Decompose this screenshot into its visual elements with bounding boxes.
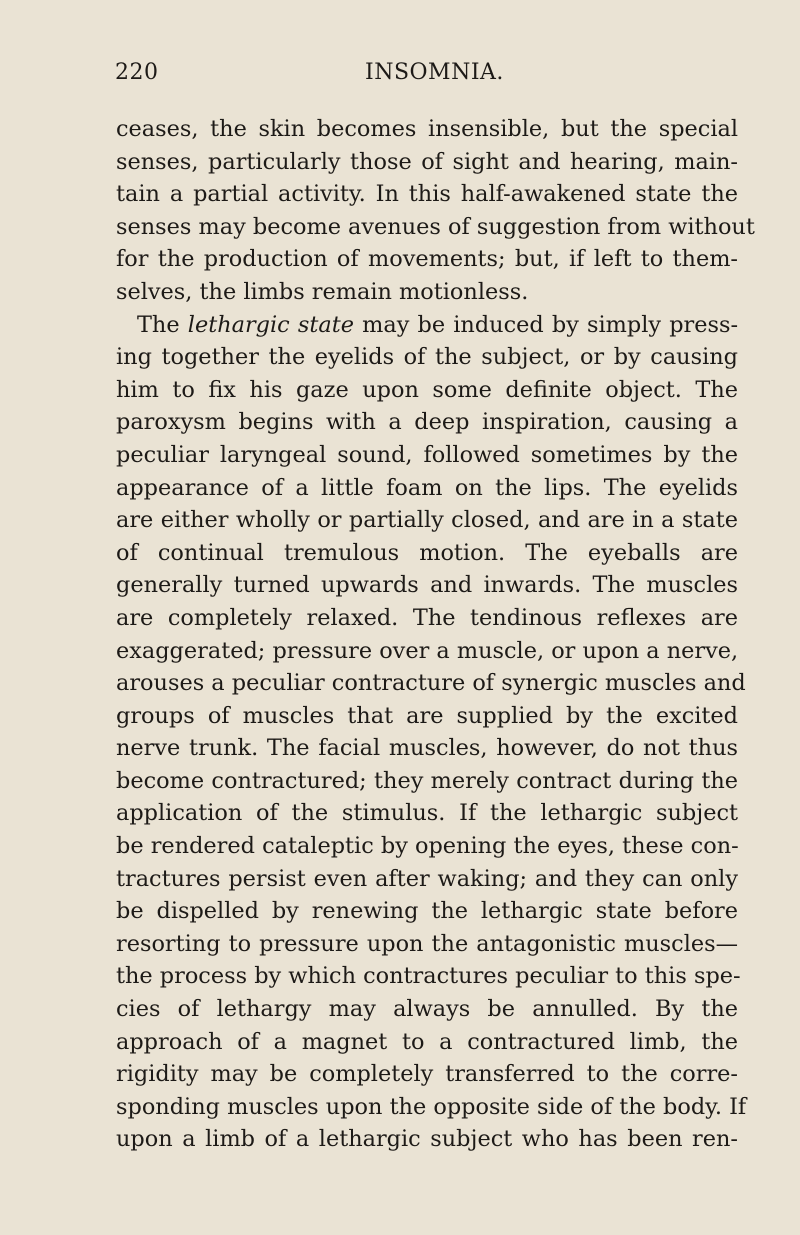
page-number: 220: [115, 60, 159, 85]
text-line: nerve trunk. The facial muscles, however, do not thus: [116, 735, 738, 762]
text-fragment: may be induced by simply press-: [362, 311, 739, 338]
text-line: resorting to pressure upon the antagonistic muscles—: [116, 930, 738, 957]
text-line: appearance of a little foam on the lips. The eyelids: [116, 474, 738, 501]
text-line: peculiar laryngeal sound, followed sometimes by the: [116, 441, 738, 468]
text-line: for the production of movements; but, if left to them-: [116, 246, 738, 273]
text-line: paroxysm begins with a deep inspiration, causing a: [116, 409, 738, 436]
text-line: upon a limb of a lethargic subject who has been ren-: [116, 1126, 738, 1153]
text-line: be dispelled by renewing the lethargic state before: [116, 898, 738, 925]
running-head: [115, 60, 695, 92]
text-fragment: The: [137, 311, 180, 338]
text-line: become contractured; they merely contract during the: [116, 767, 738, 794]
text-line: groups of muscles that are supplied by the excited: [116, 702, 738, 729]
emphasized-term: lethargic state: [187, 311, 354, 338]
text-line: senses may become avenues of suggestion from without: [116, 213, 755, 240]
text-line: rigidity may be completely transferred to the corre-: [116, 1061, 738, 1088]
text-line: ing together the eyelids of the subject, or by causing: [116, 344, 738, 371]
text-line: are completely relaxed. The tendinous reflexes are: [116, 604, 738, 631]
text-line: tractures persist even after waking; and they can only: [116, 865, 738, 892]
running-title: INSOMNIA.: [365, 60, 504, 85]
paragraph-start-line: [116, 309, 738, 342]
text-line: the process by which contractures peculiar to this spe-: [116, 963, 741, 990]
text-line: be rendered cataleptic by opening the eyes, these con-: [116, 833, 739, 860]
text-line: selves, the limbs remain motionless.: [116, 278, 529, 305]
text-line: tain a partial activity. In this half-awakened state the: [116, 181, 738, 208]
text-line: generally turned upwards and inwards. The muscles: [116, 572, 738, 599]
text-line: exaggerated; pressure over a muscle, or upon a nerve,: [116, 637, 739, 664]
body-text: [116, 113, 755, 1156]
text-line: cies of lethargy may always be annulled. By the: [116, 996, 738, 1023]
text-line: are either wholly or partially closed, and are in a state: [116, 507, 738, 534]
text-line: approach of a magnet to a contractured limb, the: [116, 1028, 738, 1055]
text-line: ceases, the skin becomes insensible, but the special: [116, 116, 738, 142]
text-line: of continual tremulous motion. The eyeballs are: [116, 539, 738, 566]
text-line: application of the stimulus. If the lethargic subject: [116, 800, 738, 827]
text-line: senses, particularly those of sight and hearing, main-: [116, 148, 738, 175]
text-line: sponding muscles upon the opposite side of the body. If: [116, 1093, 747, 1120]
text-line: arouses a peculiar contracture of synergic muscles and: [116, 670, 746, 697]
text-line: him to fix his gaze upon some definite object. The: [116, 376, 738, 403]
